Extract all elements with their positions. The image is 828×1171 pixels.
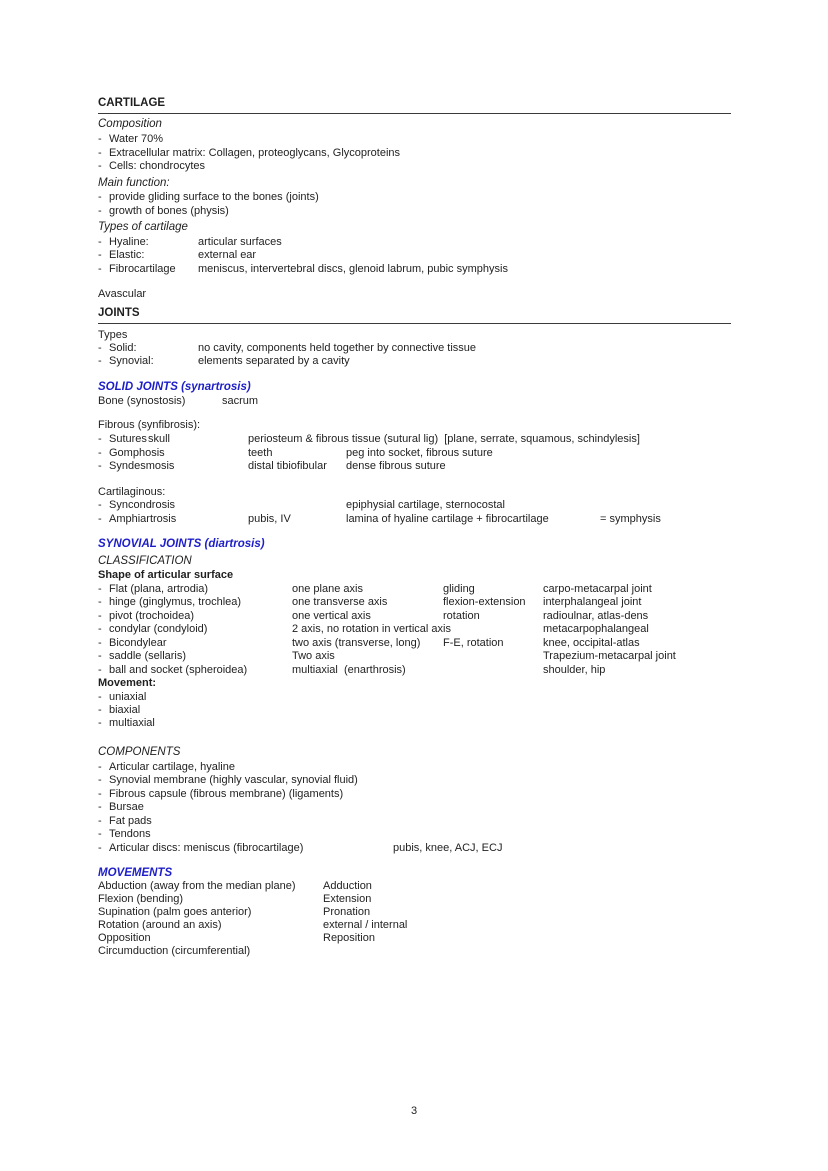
row-value: sacrum bbox=[222, 395, 259, 407]
movement-cell: gliding bbox=[443, 583, 475, 595]
list-item bbox=[98, 827, 754, 841]
row-col3: epiphysial cartilage, sternocostal bbox=[346, 499, 505, 511]
list-item-text: Synovial membrane (highly vascular, synovial fluid) bbox=[109, 774, 358, 786]
row-label: Solid: bbox=[109, 342, 137, 354]
axis-cell: multiaxial (enarthrosis) bbox=[292, 664, 406, 676]
movement-row bbox=[98, 944, 754, 958]
list-item-text: Fibrous capsule (fibrous membrane) (ligaments) bbox=[109, 788, 344, 800]
bullet-dash: - bbox=[98, 704, 102, 716]
list-item-text: Fat pads bbox=[109, 815, 152, 827]
classification-row bbox=[98, 636, 754, 650]
list-item-text: Articular cartilage, hyaline bbox=[109, 761, 235, 773]
table-row bbox=[98, 446, 754, 460]
bullet-dash: - bbox=[98, 249, 102, 261]
movement-cell-left: Rotation (around an axis) bbox=[98, 919, 222, 931]
row-col2: teeth bbox=[248, 447, 273, 459]
bullet-dash: - bbox=[98, 263, 102, 275]
bullet-dash: - bbox=[98, 788, 102, 800]
table-row bbox=[98, 262, 754, 276]
movements-heading: MOVEMENTS bbox=[98, 867, 173, 879]
movement-cell-right: Reposition bbox=[323, 932, 375, 944]
list-item bbox=[98, 159, 754, 173]
axis-cell: 2 axis, no rotation in vertical axis bbox=[292, 623, 451, 635]
table-row bbox=[98, 354, 754, 368]
synovial-joints-heading: SYNOVIAL JOINTS (diartrosis) bbox=[98, 538, 265, 550]
articular-discs-row bbox=[98, 841, 754, 855]
bullet-dash: - bbox=[98, 815, 102, 827]
bullet-dash: - bbox=[98, 205, 102, 217]
row-col3: lamina of hyaline cartilage + fibrocartilage bbox=[346, 513, 549, 525]
shape-cell: pivot (trochoidea) bbox=[109, 610, 194, 622]
shape-heading: Shape of articular surface bbox=[98, 569, 234, 581]
bullet-dash: - bbox=[98, 460, 102, 472]
movement-cell-right: Adduction bbox=[323, 880, 372, 892]
section-title-joints: JOINTS bbox=[98, 307, 731, 324]
cartilaginous-heading: Cartilaginous: bbox=[98, 486, 166, 498]
shape-cell: Bicondylear bbox=[109, 637, 167, 649]
classification-row bbox=[98, 622, 754, 636]
classification-row bbox=[98, 595, 754, 609]
bullet-dash: - bbox=[98, 623, 102, 635]
movement-cell: rotation bbox=[443, 610, 480, 622]
list-item bbox=[98, 190, 754, 204]
row-label: Gomphosis bbox=[109, 447, 165, 459]
bullet-dash: - bbox=[98, 717, 102, 729]
list-item-text: uniaxial bbox=[109, 691, 147, 703]
row-sublabel: skull bbox=[148, 433, 171, 445]
list-item bbox=[98, 787, 754, 801]
table-row bbox=[98, 341, 754, 355]
bullet-dash: - bbox=[98, 433, 102, 445]
bullet-dash: - bbox=[98, 583, 102, 595]
example-cell: radioulnar, atlas-dens bbox=[543, 610, 649, 622]
bullet-dash: - bbox=[98, 355, 102, 367]
list-item bbox=[98, 132, 754, 146]
fibrous-heading: Fibrous (synfibrosis): bbox=[98, 419, 201, 431]
list-item bbox=[98, 204, 754, 218]
list-item-text: Water 70% bbox=[109, 133, 164, 145]
list-item bbox=[98, 773, 754, 787]
solid-joints-heading: SOLID JOINTS (synartrosis) bbox=[98, 381, 251, 393]
axis-cell: one vertical axis bbox=[292, 610, 371, 622]
page-number: 3 bbox=[410, 1105, 418, 1117]
bullet-dash: - bbox=[98, 828, 102, 840]
list-item-text: Extracellular matrix: Collagen, proteoglycans, Glycoproteins bbox=[109, 147, 401, 159]
row-value: pubis, knee, ACJ, ECJ bbox=[393, 842, 503, 854]
list-item bbox=[98, 146, 754, 160]
table-row bbox=[98, 248, 754, 262]
list-item-text: growth of bones (physis) bbox=[109, 205, 229, 217]
bullet-dash: - bbox=[98, 664, 102, 676]
table-row bbox=[98, 235, 754, 249]
row-label: Amphiartrosis bbox=[109, 513, 177, 525]
bone-row bbox=[98, 394, 754, 408]
classification-row bbox=[98, 582, 754, 596]
components-heading: COMPONENTS bbox=[98, 746, 181, 758]
row-label: Syncondrosis bbox=[109, 499, 176, 511]
row-value: elements separated by a cavity bbox=[198, 355, 350, 367]
row-label: Articular discs: meniscus (fibrocartilage) bbox=[109, 842, 304, 854]
section-title-cartilage: CARTILAGE bbox=[98, 97, 731, 114]
row-col3: peg into socket, fibrous suture bbox=[346, 447, 493, 459]
bullet-dash: - bbox=[98, 650, 102, 662]
table-row bbox=[98, 512, 754, 526]
movement-cell-right: Pronation bbox=[323, 906, 371, 918]
list-item bbox=[98, 690, 754, 704]
list-item-text: multiaxial bbox=[109, 717, 155, 729]
row-col2: periosteum & fibrous tissue (sutural lig) [plane, serrate, squamous, schindylesis] bbox=[248, 433, 640, 445]
list-item-text: biaxial bbox=[109, 704, 141, 716]
shape-cell: hinge (ginglymus, trochlea) bbox=[109, 596, 242, 608]
shape-cell: condylar (condyloid) bbox=[109, 623, 208, 635]
composition-heading: Composition bbox=[98, 118, 162, 130]
bullet-dash: - bbox=[98, 147, 102, 159]
row-label: Elastic: bbox=[109, 249, 145, 261]
row-value: meniscus, intervertebral discs, glenoid labrum, pubic symphysis bbox=[198, 263, 508, 275]
row-value: articular surfaces bbox=[198, 236, 282, 248]
bullet-dash: - bbox=[98, 133, 102, 145]
movement-cell-left: Opposition bbox=[98, 932, 151, 944]
bullet-dash: - bbox=[98, 160, 102, 172]
table-row bbox=[98, 432, 754, 446]
movement-row bbox=[98, 905, 754, 919]
classification-row bbox=[98, 663, 754, 677]
row-col2: distal tibiofibular bbox=[248, 460, 327, 472]
row-col2: pubis, IV bbox=[248, 513, 291, 525]
movement-row bbox=[98, 892, 754, 906]
row-label: Syndesmosis bbox=[109, 460, 175, 472]
bullet-dash: - bbox=[98, 801, 102, 813]
bullet-dash: - bbox=[98, 513, 102, 525]
list-item bbox=[98, 716, 754, 730]
movement-cell-right: Extension bbox=[323, 893, 372, 905]
movement-heading: Movement: bbox=[98, 677, 157, 689]
movement-row bbox=[98, 918, 754, 932]
classification-heading: CLASSIFICATION bbox=[98, 555, 192, 567]
axis-cell: two axis (transverse, long) bbox=[292, 637, 421, 649]
bullet-dash: - bbox=[98, 596, 102, 608]
list-item bbox=[98, 800, 754, 814]
bullet-dash: - bbox=[98, 447, 102, 459]
classification-row bbox=[98, 609, 754, 623]
list-item bbox=[98, 760, 754, 774]
movement-row bbox=[98, 931, 754, 945]
movement-cell-left: Abduction (away from the median plane) bbox=[98, 880, 296, 892]
shape-cell: ball and socket (spheroidea) bbox=[109, 664, 248, 676]
bullet-dash: - bbox=[98, 774, 102, 786]
movement-cell-right: external / internal bbox=[323, 919, 408, 931]
list-item bbox=[98, 703, 754, 717]
main-function-heading: Main function: bbox=[98, 177, 170, 189]
movement-row bbox=[98, 879, 754, 893]
bullet-dash: - bbox=[98, 761, 102, 773]
list-item-text: Bursae bbox=[109, 801, 144, 813]
row-label: Synovial: bbox=[109, 355, 154, 367]
example-cell: shoulder, hip bbox=[543, 664, 606, 676]
movement-cell-left: Flexion (bending) bbox=[98, 893, 183, 905]
row-label: Bone (synostosis) bbox=[98, 395, 186, 407]
bullet-dash: - bbox=[98, 637, 102, 649]
list-item bbox=[98, 814, 754, 828]
classification-row bbox=[98, 649, 754, 663]
bullet-dash: - bbox=[98, 499, 102, 511]
joint-types-heading: Types bbox=[98, 329, 128, 341]
row-value: external ear bbox=[198, 249, 257, 261]
row-col3: dense fibrous suture bbox=[346, 460, 446, 472]
list-item-text: Cells: chondrocytes bbox=[109, 160, 205, 172]
axis-cell: one plane axis bbox=[292, 583, 363, 595]
list-item-text: provide gliding surface to the bones (joints) bbox=[109, 191, 319, 203]
row-value: no cavity, components held together by connective tissue bbox=[198, 342, 477, 354]
example-cell: Trapezium-metacarpal joint bbox=[543, 650, 676, 662]
row-col4: = symphysis bbox=[600, 513, 661, 525]
table-row bbox=[98, 498, 754, 512]
bullet-dash: - bbox=[98, 191, 102, 203]
bullet-dash: - bbox=[98, 342, 102, 354]
example-cell: interphalangeal joint bbox=[543, 596, 642, 608]
example-cell: carpo-metacarpal joint bbox=[543, 583, 652, 595]
movement-cell: flexion-extension bbox=[443, 596, 526, 608]
movement-cell-left: Circumduction (circumferential) bbox=[98, 945, 251, 957]
example-cell: metacarpophalangeal bbox=[543, 623, 649, 635]
movement-cell-left: Supination (palm goes anterior) bbox=[98, 906, 252, 918]
movement-cell: F-E, rotation bbox=[443, 637, 504, 649]
list-item-text: Tendons bbox=[109, 828, 151, 840]
axis-cell: Two axis bbox=[292, 650, 335, 662]
avascular-note: Avascular bbox=[98, 288, 147, 300]
bullet-dash: - bbox=[98, 691, 102, 703]
bullet-dash: - bbox=[98, 842, 102, 854]
axis-cell: one transverse axis bbox=[292, 596, 388, 608]
table-row bbox=[98, 459, 754, 473]
row-label: Sutures bbox=[109, 433, 147, 445]
row-label: Fibrocartilage bbox=[109, 263, 176, 275]
shape-cell: saddle (sellaris) bbox=[109, 650, 187, 662]
cartilage-types-heading: Types of cartilage bbox=[98, 221, 188, 233]
bullet-dash: - bbox=[98, 236, 102, 248]
row-label: Hyaline: bbox=[109, 236, 149, 248]
bullet-dash: - bbox=[98, 610, 102, 622]
shape-cell: Flat (plana, artrodia) bbox=[109, 583, 209, 595]
example-cell: knee, occipital-atlas bbox=[543, 637, 640, 649]
